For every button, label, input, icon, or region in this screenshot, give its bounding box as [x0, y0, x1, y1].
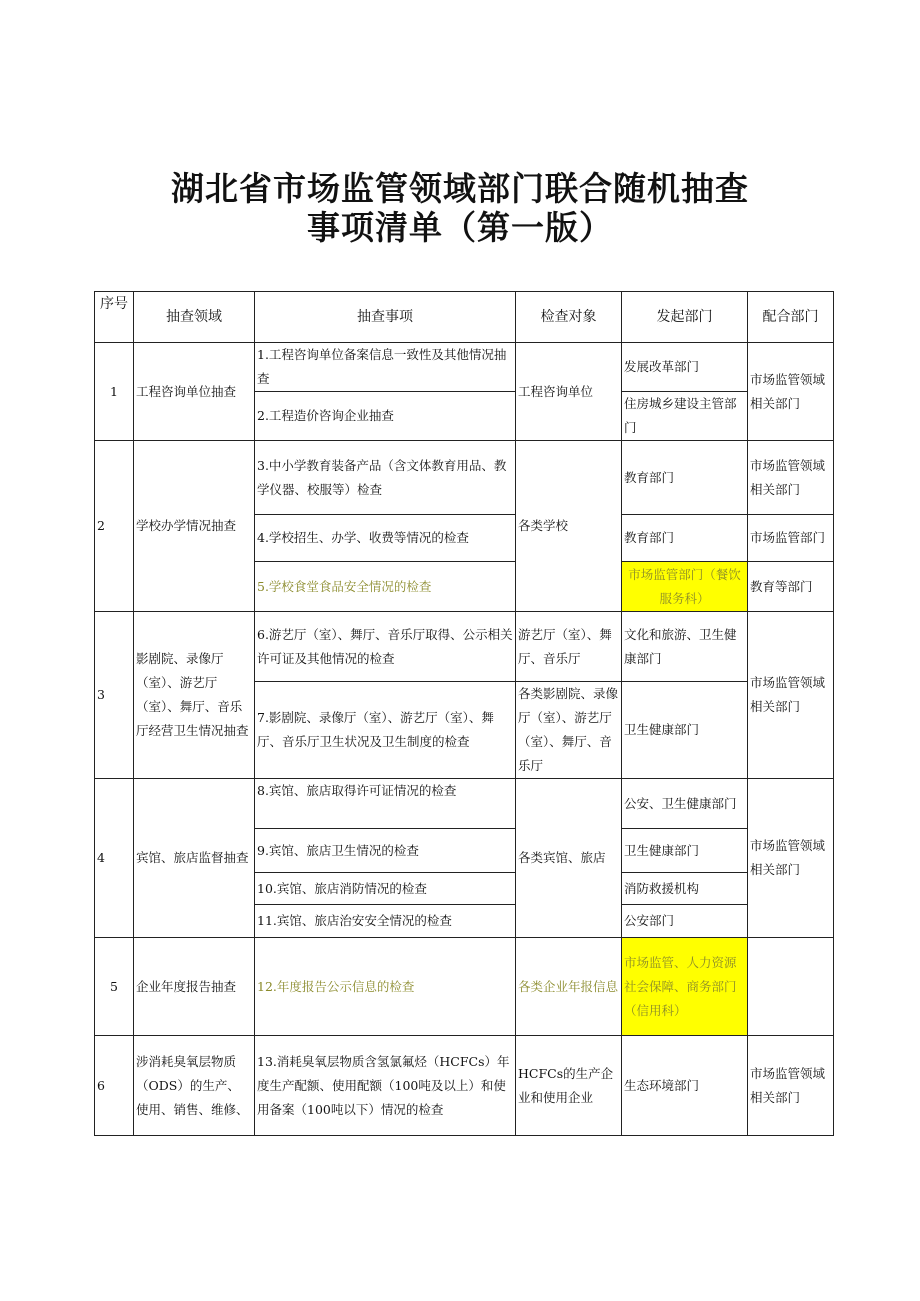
row-item: 1.工程咨询单位备案信息一致性及其他情况抽查	[255, 343, 516, 392]
table-row	[95, 441, 834, 515]
row-initiator-highlighted: 市场监管、人力资源社会保障、商务部门（信用科）	[622, 938, 748, 1036]
row-seq: 4	[95, 779, 134, 938]
row-item: 8.宾馆、旅店取得许可证情况的检查	[255, 779, 516, 829]
row-item: 3.中小学教育装备产品（含文体教育用品、教学仪器、校服等）检查	[255, 441, 516, 515]
row-item: 10.宾馆、旅店消防情况的检查	[255, 873, 516, 905]
header-partner: 配合部门	[748, 292, 834, 343]
row-seq: 1	[95, 343, 134, 441]
row-partner: 市场监管领域相关部门	[748, 441, 834, 515]
row-target: 各类学校	[516, 441, 622, 612]
row-seq: 6	[95, 1036, 134, 1136]
row-initiator: 卫生健康部门	[622, 829, 748, 873]
row-domain: 宾馆、旅店监督抽查	[134, 779, 255, 938]
row-item: 6.游艺厅（室）、舞厅、音乐厅取得、公示相关许可证及其他情况的检查	[255, 612, 516, 682]
row-initiator: 教育部门	[622, 515, 748, 562]
row-target: 工程咨询单位	[516, 343, 622, 441]
row-initiator: 生态环境部门	[622, 1036, 748, 1136]
table-row	[95, 343, 834, 392]
row-seq: 3	[95, 612, 134, 779]
row-seq: 2	[95, 441, 134, 612]
document-title-line2: 事项清单（第一版）	[307, 208, 613, 247]
row-domain: 学校办学情况抽查	[134, 441, 255, 612]
row-seq: 5	[95, 938, 134, 1036]
header-item: 抽查事项	[255, 292, 516, 343]
row-partner: 市场监管领域相关部门	[748, 343, 834, 441]
row-target: 各类企业年报信息	[516, 938, 622, 1036]
row-partner: 市场监管领域相关部门	[748, 779, 834, 938]
row-item: 5.学校食堂食品安全情况的检查	[255, 562, 516, 612]
row-initiator-highlighted: 市场监管部门（餐饮服务科）	[622, 562, 748, 612]
row-initiator: 文化和旅游、卫生健康部门	[622, 612, 748, 682]
document-title-line1: 湖北省市场监管领域部门联合随机抽查	[171, 169, 749, 208]
row-initiator: 卫生健康部门	[622, 682, 748, 779]
row-partner	[748, 938, 834, 1036]
row-initiator: 发展改革部门	[622, 343, 748, 392]
row-target: 各类宾馆、旅店	[516, 779, 622, 938]
row-partner: 市场监管领域相关部门	[748, 1036, 834, 1136]
table-header-row	[95, 292, 834, 343]
table-row	[95, 612, 834, 682]
header-initiator: 发起部门	[622, 292, 748, 343]
row-item: 2.工程造价咨询企业抽查	[255, 392, 516, 441]
inspection-table	[94, 291, 834, 1136]
row-partner: 市场监管部门	[748, 515, 834, 562]
header-domain: 抽查领域	[134, 292, 255, 343]
table-row	[95, 938, 834, 1036]
row-item: 12.年度报告公示信息的检查	[255, 938, 516, 1036]
row-initiator: 消防救援机构	[622, 873, 748, 905]
row-partner: 教育等部门	[748, 562, 834, 612]
table-row	[95, 779, 834, 829]
row-domain: 影剧院、录像厅（室）、游艺厅（室）、舞厅、音乐厅经营卫生情况抽查	[134, 612, 255, 779]
row-partner: 市场监管领域相关部门	[748, 612, 834, 779]
table-row	[95, 1036, 834, 1136]
row-domain: 工程咨询单位抽查	[134, 343, 255, 441]
header-seq: 序号	[95, 292, 134, 343]
row-target: HCFCs的生产企业和使用企业	[516, 1036, 622, 1136]
row-domain: 涉消耗臭氧层物质（ODS）的生产、使用、销售、维修、	[134, 1036, 255, 1136]
row-item: 7.影剧院、录像厅（室）、游艺厅（室）、舞厅、音乐厅卫生状况及卫生制度的检查	[255, 682, 516, 779]
row-initiator: 公安、卫生健康部门	[622, 779, 748, 829]
row-domain: 企业年度报告抽查	[134, 938, 255, 1036]
row-item: 9.宾馆、旅店卫生情况的检查	[255, 829, 516, 873]
row-item: 4.学校招生、办学、收费等情况的检查	[255, 515, 516, 562]
row-item: 11.宾馆、旅店治安安全情况的检查	[255, 905, 516, 938]
row-target: 游艺厅（室）、舞厅、音乐厅	[516, 612, 622, 682]
header-target: 检查对象	[516, 292, 622, 343]
row-initiator: 教育部门	[622, 441, 748, 515]
row-item: 13.消耗臭氧层物质含氢氯氟烃（HCFCs）年度生产配额、使用配额（100吨及以上）和使用备案（100吨以下）情况的检查	[255, 1036, 516, 1136]
row-initiator: 住房城乡建设主管部门	[622, 392, 748, 441]
row-initiator: 公安部门	[622, 905, 748, 938]
row-target: 各类影剧院、录像厅（室）、游艺厅（室）、舞厅、音乐厅	[516, 682, 622, 779]
